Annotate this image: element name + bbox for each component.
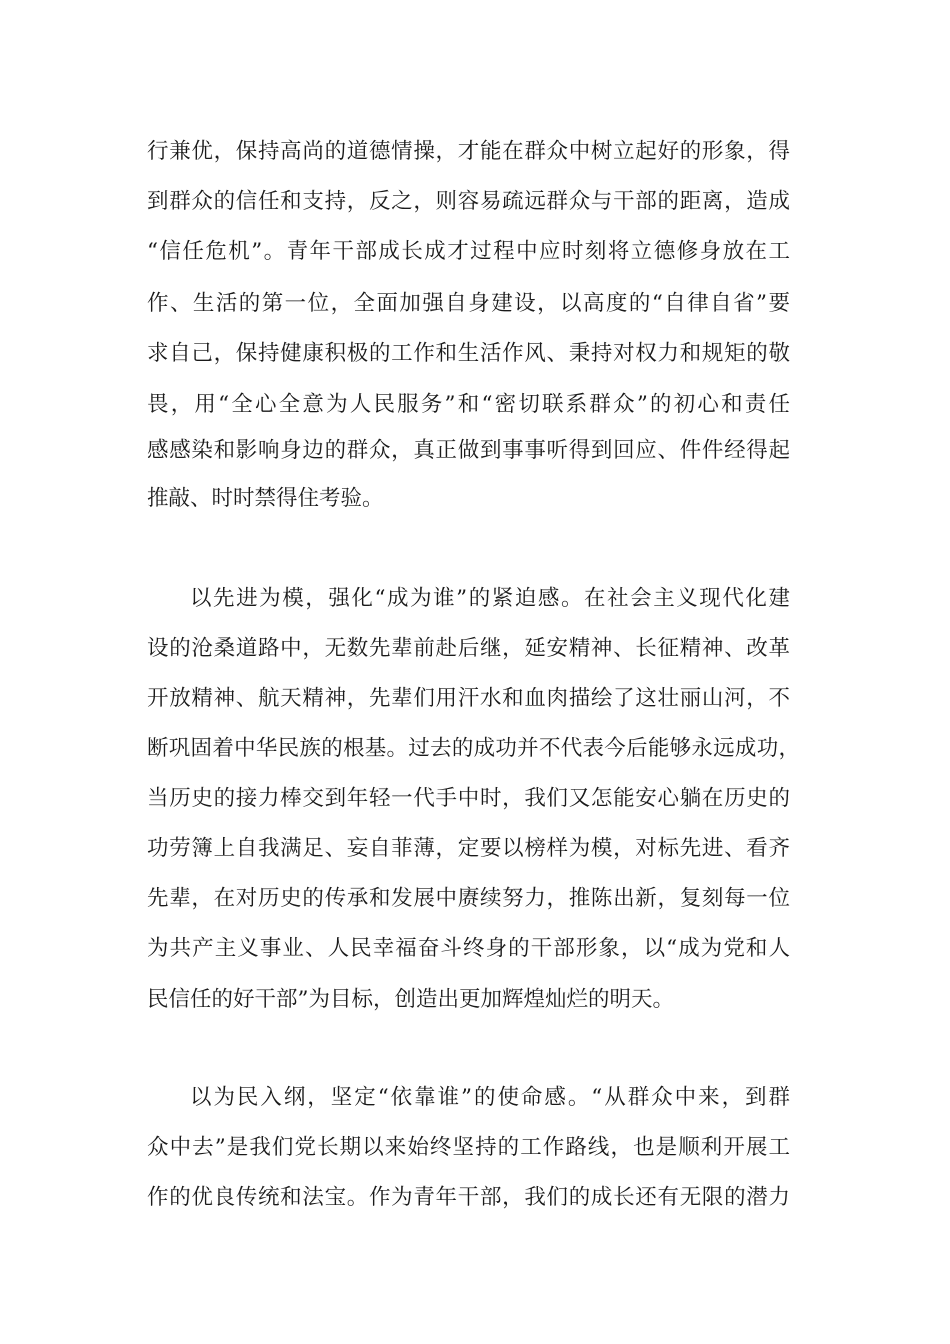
paragraph-line: 开放精神、航天精神，先辈们用汗水和血肉描绘了这壮丽山河，不 (147, 686, 790, 711)
paragraph-line: 断巩固着中华民族的根基。过去的成功并不代表今后能够永远成功， (147, 736, 800, 761)
paragraph-line: 畏，用“全心全意为人民服务”和“密切联系群众”的初心和责任 (147, 392, 790, 417)
paragraph-line: 作、生活的第一位，全面加强自身建设，以高度的“自律自省”要 (147, 291, 790, 316)
paragraph-line: “信任危机”。青年干部成长成才过程中应时刻将立德修身放在工 (147, 239, 790, 264)
paragraph-line: 推敲、时时禁得住考验。 (147, 486, 384, 511)
paragraph-line: 以先进为模，强化“成为谁”的紧迫感。在社会主义现代化建 (190, 586, 790, 611)
paragraph-line: 众中去”是我们党长期以来始终坚持的工作路线，也是顺利开展工 (147, 1135, 790, 1160)
paragraph-line: 感感染和影响身边的群众，真正做到事事听得到回应、件件经得起 (147, 438, 790, 463)
paragraph-line: 行兼优，保持高尚的道德情操，才能在群众中树立起好的形象，得 (147, 139, 790, 164)
paragraph-line: 当历史的接力棒交到年轻一代手中时，我们又怎能安心躺在历史的 (147, 786, 790, 811)
paragraph-line: 民信任的好干部”为目标，创造出更加辉煌灿烂的明天。 (147, 987, 674, 1012)
paragraph-line: 以为民入纲，坚定“依靠谁”的使命感。“从群众中来，到群 (190, 1085, 790, 1110)
paragraph-line: 功劳簿上自我满足、妄自菲薄，定要以榜样为模，对标先进、看齐 (147, 836, 790, 861)
paragraph-line: 为共产主义事业、人民幸福奋斗终身的干部形象，以“成为党和人 (147, 936, 790, 961)
paragraph-line: 求自己，保持健康积极的工作和生活作风、秉持对权力和规矩的敬 (147, 341, 790, 366)
paragraph-line: 设的沧桑道路中，无数先辈前赴后继，延安精神、长征精神、改革 (147, 636, 790, 661)
paragraph-line: 到群众的信任和支持，反之，则容易疏远群众与干部的距离，造成 (147, 189, 790, 214)
paragraph-line: 先辈，在对历史的传承和发展中赓续努力，推陈出新，复刻每一位 (147, 886, 790, 911)
paragraph-line: 作的优良传统和法宝。作为青年干部，我们的成长还有无限的潜力 (147, 1185, 790, 1210)
